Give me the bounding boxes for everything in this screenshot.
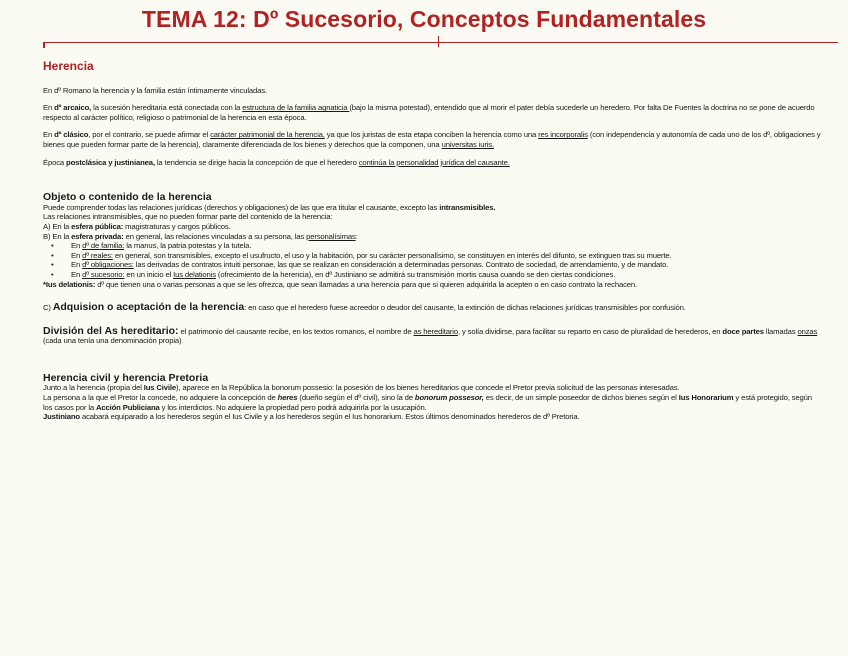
paragraph-division — [43, 324, 823, 346]
text-run: y los interdictos. No adquiere la propiedad pero podrá adquirirla por la usucapión. — [159, 402, 427, 412]
text-run: universitas iuris. — [441, 139, 494, 149]
text-run: Puede comprender todas las relaciones jurídicas (derechos y obligaciones) de las que era titular el causante, excepto las — [43, 202, 440, 212]
adquision-prefix: C) — [43, 303, 53, 313]
text-run: magistraturas y cargos públicos. — [123, 221, 231, 231]
text-run: dº obligaciones: — [82, 260, 134, 270]
text-run: , y solía dividirse, para facilitar su reparto en caso de pluralidad de herederos, en — [457, 326, 723, 336]
civil-line-2 — [43, 393, 823, 412]
text-run: llamadas — [763, 326, 798, 336]
text-run: ), aparece en la República la bonorum possesio: la posesión de los bienes hereditarios que concede el Pretor previa solicitud de las personas interesadas. — [176, 383, 680, 393]
text-run: acabará equiparado a los herederos según el Ius Civile y a los herederos según el Ius honorarium. Estos últimos denominados herederos de dº Pretoria. — [79, 412, 580, 422]
text-run: (cada una tenía una denominación propia) — [43, 336, 182, 346]
text-run: carácter patrimonial de la herencia, — [210, 130, 325, 140]
civil-line-1 — [43, 383, 823, 393]
text-run: dº de familia: — [82, 241, 125, 251]
text-run: personalísimas — [306, 231, 356, 241]
text-run: onzas — [797, 326, 818, 336]
text-run: En — [71, 250, 83, 260]
text-run: (dueño según el dº civil), sino la de — [297, 393, 415, 403]
list-item-reales — [71, 251, 823, 261]
section-heading-herencia: Herencia — [43, 59, 94, 73]
text-run: Acción Publiciana — [96, 402, 160, 412]
text-run: *Ius delationis: — [43, 279, 96, 289]
text-run: postclásica y justinianea, — [66, 157, 155, 167]
text-run: La persona a la que el Pretor la concede, no adquiere la concepción de — [43, 393, 278, 403]
text-run: En — [71, 269, 83, 279]
title-rule-tick — [438, 36, 439, 47]
text-run: Ius delationis — [173, 269, 216, 279]
text-run: Ius Honorarium — [678, 393, 734, 403]
objeto-line-2: Las relaciones intransmisibles, que no pueden formar parte del contenido de la herencia: — [43, 212, 333, 222]
text-run: (bajo la misma potestad), entendido que al morir el pater debía sucederle un heredero. Por falta De Fuentes la doctrina no se pone de acuerdo respecto al carácter político, religioso o patrimonial de la herencia en esta época. — [43, 103, 815, 122]
text-run: , por el contrario, se puede afirmar el — [88, 130, 211, 140]
text-run: A) En la — [43, 221, 72, 231]
document-body — [43, 59, 823, 422]
text-run: en general, son transmisibles, excepto el usufructo, el uso y la habitación, por su carácter personalísimo, se constituyen en interés del difunto, se extinguen tras su muerte. — [112, 250, 672, 260]
objeto-line-1 — [43, 203, 823, 213]
text-run: ya que los juristas de esta etapa conciben la herencia como una — [324, 130, 539, 140]
text-run: heres — [277, 393, 298, 403]
section-heading-objeto: Objeto o contenido de la herencia — [43, 191, 212, 204]
text-run: dº arcaico, — [54, 103, 92, 113]
text-run: bonorum possesor, — [414, 393, 484, 403]
text-run: esfera privada: — [71, 231, 124, 241]
list-item-sucesorio — [71, 270, 823, 280]
text-run: : — [355, 231, 358, 241]
text-run: las derivadas de contratos intuiti personae, las que se realizan en consideración a determinadas personas. Contrato de sociedad, de arrendamiento, y de mandato. — [133, 260, 669, 270]
personalisimas-list — [43, 241, 823, 279]
adquision-text: : en caso que el heredero fuese acreedor o deudor del causante, la extinción de dichas relaciones jurídicas transmisibles por confusión. — [244, 303, 686, 313]
page-title: TEMA 12: Dº Sucesorio, Conceptos Fundamentales — [141, 6, 707, 32]
objeto-line-b — [43, 232, 823, 242]
text-run: B) En la — [43, 231, 72, 241]
list-item-familia — [71, 241, 823, 251]
text-run: la tendencia se dirige hacia la concepción de que el heredero — [154, 157, 359, 167]
title-rule-left-tick — [43, 43, 45, 48]
paragraph-clasico — [43, 130, 823, 149]
text-run: la sucesión hereditaria está conectada con la — [91, 103, 243, 113]
text-run: Ius Civile — [143, 383, 177, 393]
text-run: intransmisibles. — [439, 202, 496, 212]
list-item-obligaciones — [71, 260, 823, 270]
paragraph-postclasico — [43, 158, 823, 168]
text-run: Justiniano — [43, 412, 80, 422]
text-run: En — [71, 260, 83, 270]
text-run: esfera pública: — [71, 221, 124, 231]
ius-delationis-note — [43, 280, 823, 290]
text-run: dº que tienen una o varias personas a que se les ofrezca, que sean llamadas a una herencia para que si quieren adquirirla la acepten o en caso contrato la rechacen. — [95, 279, 638, 289]
paragraph-adquision — [43, 303, 823, 313]
text-run: (ofrecimiento de la herencia), en dº Justiniano se admitirá su transmisión mortis causa cuando se den ciertas condiciones. — [215, 269, 616, 279]
text-run: En — [71, 241, 83, 251]
paragraph-romano: En dº Romano la herencia y la familia están íntimamente vinculadas. — [43, 85, 267, 95]
text-run: En — [43, 103, 55, 113]
text-run: dº sucesorio: — [82, 269, 125, 279]
text-run: doce partes — [722, 326, 764, 336]
text-run: Época — [43, 157, 67, 167]
text-run: En — [43, 130, 55, 140]
text-run: el patrimonio del causante recibe, en los textos romanos, el nombre de — [178, 326, 414, 336]
section-heading-civil-pretoria: Herencia civil y herencia Pretoria — [43, 371, 209, 384]
civil-line-3 — [43, 412, 823, 422]
text-run: la manus, la patria potestas y la tutela. — [124, 241, 252, 251]
text-run: dº clásico — [54, 130, 89, 140]
text-run: dº reales: — [82, 250, 113, 260]
text-run: en un inicio el — [124, 269, 174, 279]
adquision-title: Adquision o aceptación de la herencia — [52, 301, 245, 314]
text-run: es decir, de un simple poseedor de dichos bienes según el — [483, 393, 679, 403]
text-run: res incorporalis — [538, 130, 588, 140]
text-run: en general, las relaciones vinculadas a su persona, las — [123, 231, 307, 241]
text-run: y está protegido, según los casos por la — [43, 393, 812, 412]
title-rule — [43, 42, 838, 43]
text-run: as hereditario — [413, 326, 458, 336]
division-title: División del As hereditario: — [43, 324, 179, 337]
text-run: continúa la personalidad jurídica del causante. — [358, 157, 510, 167]
text-run: (con independencia y autonomía de cada uno de los dº, obligaciones y bienes que pueden formar parte de la herencia), claramente diferenciada de los bienes y derechos que la componen, una — [43, 130, 821, 149]
objeto-line-a — [43, 222, 823, 232]
text-run: Junto a la herencia (propia del — [43, 383, 144, 393]
paragraph-arcaico — [43, 103, 823, 122]
text-run: estructura de la familia agnaticia — [242, 103, 350, 113]
